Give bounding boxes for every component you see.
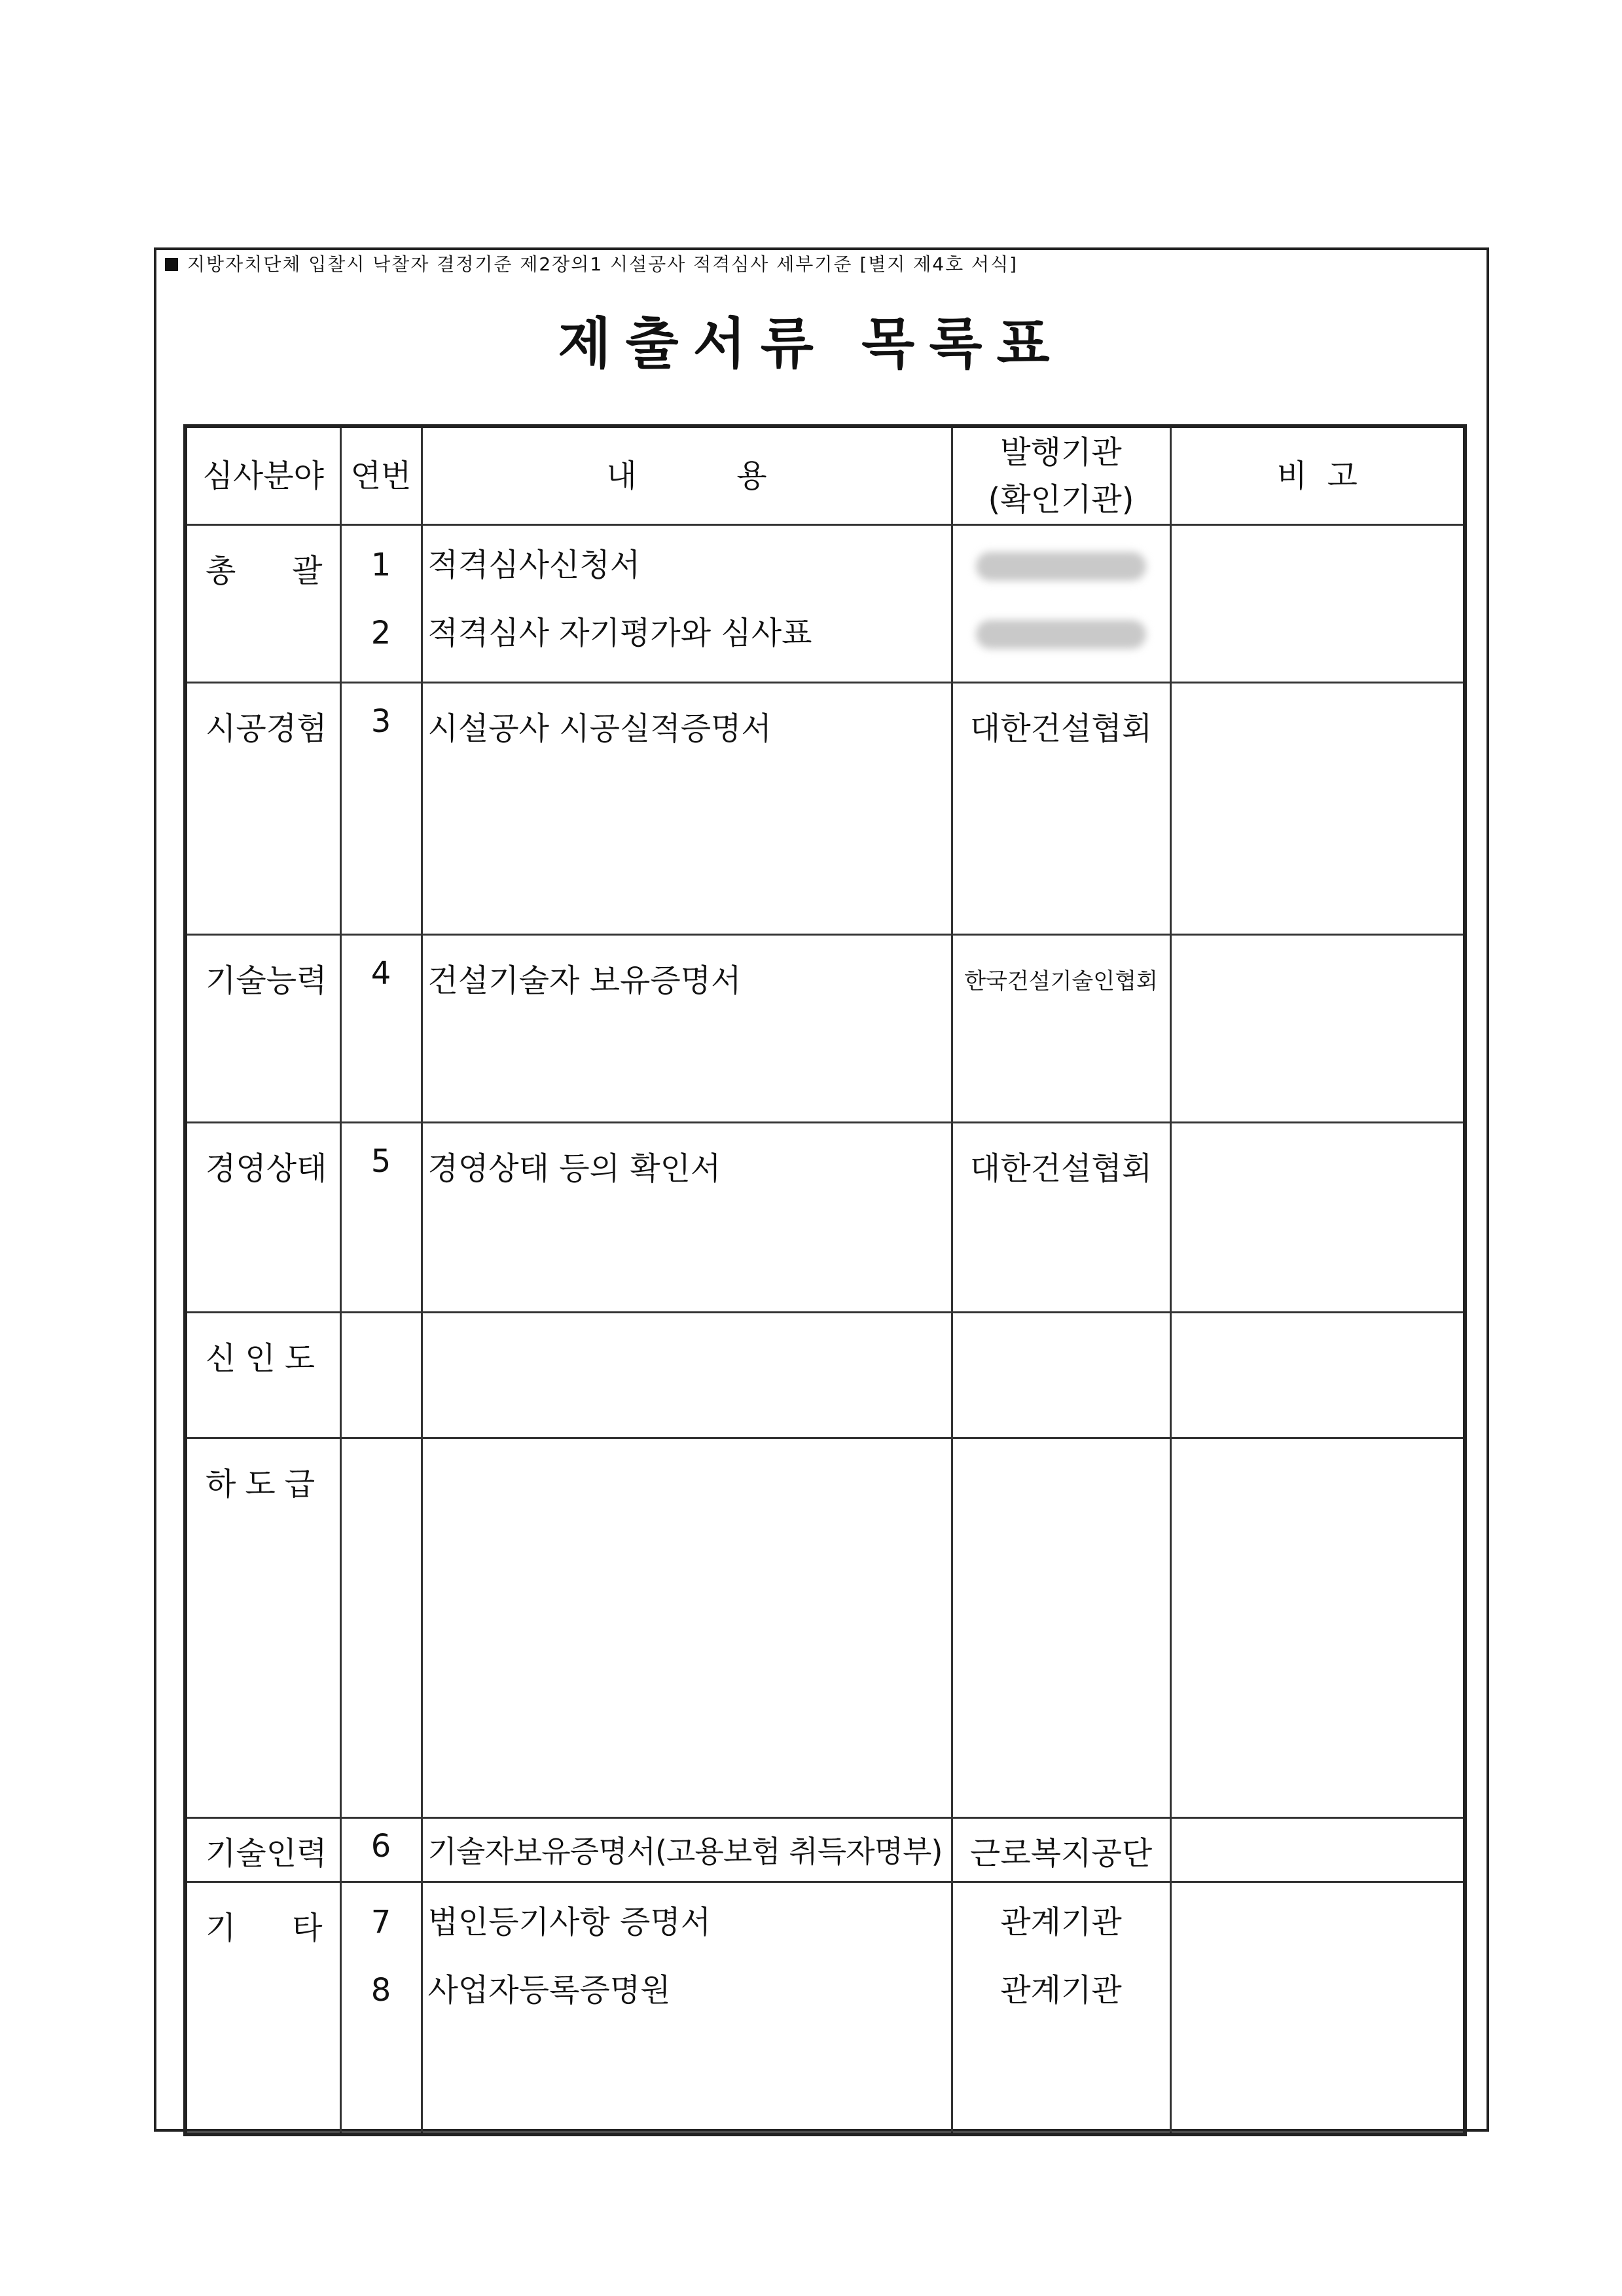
content-cell: 법인등기사항 증명서 사업자등록증명원 <box>422 1882 952 2134</box>
category-cell: 기 타 <box>185 1882 340 2134</box>
header-note: 비 고 <box>1170 426 1465 524</box>
issuer-cell <box>952 1438 1170 1817</box>
table-row <box>185 1882 1465 2134</box>
number-cell <box>340 1312 422 1438</box>
category-cell: 기술능력 <box>185 934 340 1122</box>
number-cell <box>340 1438 422 1817</box>
redacted-issuer <box>976 552 1146 581</box>
number-cell: 5 <box>340 1122 422 1312</box>
header-content: 내 용 <box>422 426 952 524</box>
category-cell: 시공경험 <box>185 682 340 934</box>
note-cell <box>1170 1312 1465 1438</box>
content-cell: 시설공사 시공실적증명서 <box>422 682 952 934</box>
content-cell: 건설기술자 보유증명서 <box>422 934 952 1122</box>
content-cell: 경영상태 등의 확인서 <box>422 1122 952 1312</box>
note-cell <box>1170 1817 1465 1882</box>
issuer-cell: 관계기관 관계기관 <box>952 1882 1170 2134</box>
table-row <box>185 1122 1465 1312</box>
note-cell <box>1170 682 1465 934</box>
note-cell <box>1170 524 1465 682</box>
content-cell <box>422 1312 952 1438</box>
redacted-issuer <box>976 620 1146 649</box>
number-cell: 1 2 <box>340 524 422 682</box>
category-cell: 기술인력 <box>185 1817 340 1882</box>
issuer-cell: 대한건설협회 <box>952 682 1170 934</box>
content-cell: 기술자보유증명서(고용보험 취득자명부) <box>422 1817 952 1882</box>
header-issuer: 발행기관 (확인기관) <box>952 426 1170 524</box>
issuer-cell: 근로복지공단 <box>952 1817 1170 1882</box>
header-number: 연번 <box>340 426 422 524</box>
number-cell: 4 <box>340 934 422 1122</box>
table-row <box>185 1817 1465 1882</box>
form-reference-note: 지방자치단체 입찰시 낙찰자 결정기준 제2장의1 시설공사 적격심사 세부기준 [별지 제4호 서식] <box>165 249 1018 280</box>
issuer-cell: 한국건설기술인협회 <box>952 934 1170 1122</box>
category-cell: 신인도 <box>185 1312 340 1438</box>
submission-documents-table <box>183 424 1467 2136</box>
issuer-cell <box>952 1312 1170 1438</box>
content-cell: 적격심사신청서 적격심사 자기평가와 심사표 <box>422 524 952 682</box>
note-cell <box>1170 1882 1465 2134</box>
document-title: 제출서류 목록표 <box>558 311 1064 376</box>
header-category: 심사분야 <box>185 426 340 524</box>
table-row <box>185 1438 1465 1817</box>
content-cell <box>422 1438 952 1817</box>
table-row <box>185 1312 1465 1438</box>
table-row <box>185 934 1465 1122</box>
category-cell: 하도급 <box>185 1438 340 1817</box>
table-row <box>185 524 1465 682</box>
issuer-cell: 대한건설협회 <box>952 1122 1170 1312</box>
black-square-icon <box>165 258 178 271</box>
note-cell <box>1170 1122 1465 1312</box>
number-cell: 6 <box>340 1817 422 1882</box>
note-cell <box>1170 1438 1465 1817</box>
table-header-row <box>185 426 1465 524</box>
category-cell: 총 괄 <box>185 524 340 682</box>
number-cell: 3 <box>340 682 422 934</box>
issuer-cell <box>952 524 1170 682</box>
table-row <box>185 682 1465 934</box>
note-cell <box>1170 934 1465 1122</box>
category-cell: 경영상태 <box>185 1122 340 1312</box>
number-cell: 7 8 <box>340 1882 422 2134</box>
